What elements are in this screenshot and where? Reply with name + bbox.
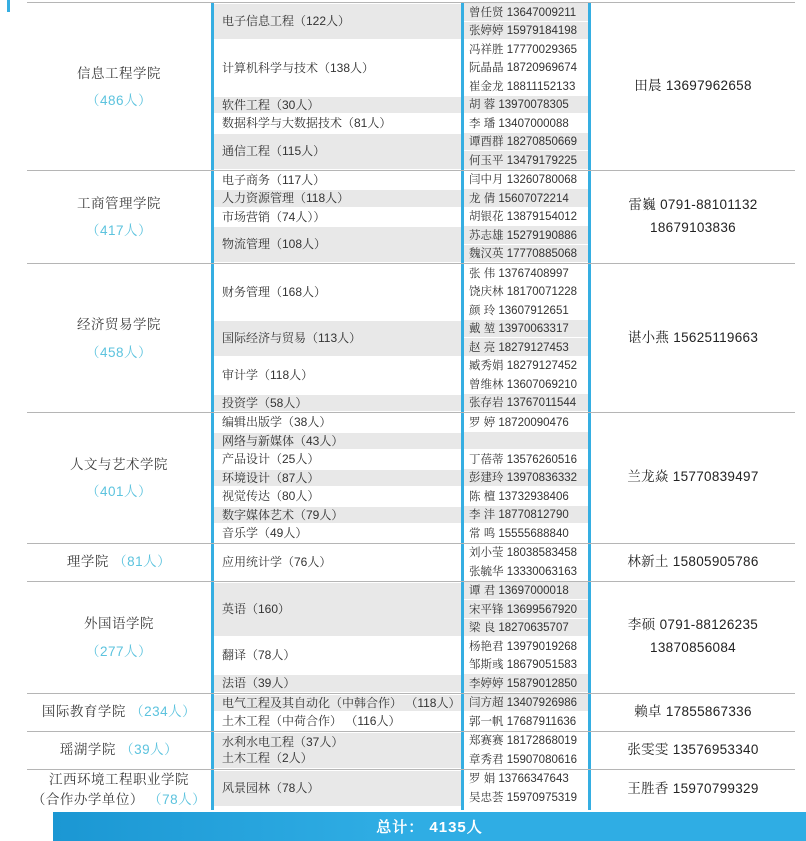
college-name: 国际教育学院 （234人）	[41, 703, 197, 719]
contact-row: 臧秀娟 18279127452	[464, 357, 588, 376]
contact-row: 冯祥胜 17770029365	[464, 40, 588, 59]
major-label: 审计学（118人）	[222, 367, 314, 382]
college-count: （78人）	[148, 791, 207, 807]
lead-contact-cell	[591, 770, 795, 811]
major-cell	[214, 770, 461, 807]
major-cell	[214, 320, 461, 357]
contact-row: 闫中月 13260780068	[464, 171, 588, 190]
contact-row: 郑赛赛 18172868019	[464, 732, 588, 751]
contact-row: 丁蓓蒂 13576260516	[464, 450, 588, 469]
major-label: 水利水电工程（37人）	[222, 734, 344, 749]
contact-row: 何玉平 13479179225	[464, 151, 588, 170]
college-count: （486人）	[85, 92, 153, 108]
majors-column	[214, 171, 461, 264]
college-name: 理学院 （81人）	[66, 553, 172, 569]
contact-row: 饶庆林 18170071228	[464, 283, 588, 302]
lead-contact-cell	[591, 264, 795, 412]
contact-row: 张婷婷 15979184198	[464, 22, 588, 41]
lead-contact-line: 王胜香 15970799329	[627, 781, 759, 797]
contact-row: 邹斯彧 18679051583	[464, 656, 588, 675]
lead-contact-cell	[591, 171, 795, 264]
major-label: 市场营销（74人））	[222, 209, 326, 224]
college-cell	[27, 171, 211, 264]
page-edge-mark	[7, 0, 10, 12]
lead-contact-line: 18679103836	[650, 219, 736, 235]
major-label: 财务管理（168人）	[222, 284, 327, 299]
college-cell	[27, 694, 211, 731]
lead-contact-line: 李硕 0791-88126235	[627, 617, 759, 633]
major-cell	[214, 171, 461, 190]
major-cell	[214, 357, 461, 394]
lead-contact-cell	[591, 3, 795, 170]
major-label: 数据科学与大数据技术（81人）	[222, 116, 392, 131]
college-count: （277人）	[85, 643, 153, 659]
major-label: 物流管理（108人）	[222, 237, 327, 252]
major-label: 应用统计学（76人）	[222, 554, 332, 569]
contact-row: 胡 蓉 13970078305	[464, 96, 588, 115]
major-label: 翻译（78人）	[222, 648, 296, 663]
contact-row: 张毓华 13330063163	[464, 562, 588, 581]
contact-row: 胡银花 13879154012	[464, 208, 588, 227]
major-cell	[214, 394, 461, 413]
college-name: 江西环境工程职业学院	[49, 771, 189, 787]
lead-contact-line: 谌小燕 15625119663	[627, 329, 759, 345]
major-label: 风景园林（78人）	[222, 780, 320, 795]
major-label: 土木工程（中荷合作） （116人）	[222, 714, 401, 729]
college-count: （234人）	[130, 703, 197, 719]
contact-row: 郭一帆 17687911636	[464, 712, 588, 731]
contact-row: 阮晶晶 18720969674	[464, 59, 588, 78]
table-section	[27, 3, 795, 171]
contact-row: 李 沣 18770812790	[464, 506, 588, 525]
total-footer-bar	[53, 812, 806, 841]
table-section	[27, 413, 795, 544]
table-section	[27, 582, 795, 694]
major-cell	[214, 114, 461, 133]
major-label: 环境设计（87人）	[222, 470, 320, 485]
major-cell	[214, 3, 461, 40]
contacts-column	[464, 582, 588, 693]
college-name: 经济贸易学院	[77, 317, 161, 333]
contact-row: 曾维林 13607069210	[464, 375, 588, 394]
contact-row: 李婷婷 15879012850	[464, 674, 588, 693]
major-label: 数字媒体艺术（79人）	[222, 507, 344, 522]
majors-column	[214, 694, 461, 731]
major-cell	[214, 732, 461, 769]
major-cell	[214, 582, 461, 638]
majors-column	[214, 3, 461, 170]
majors-column	[214, 582, 461, 693]
contact-row: 谭 君 13697000018	[464, 582, 588, 601]
college-name: 工商管理学院	[77, 196, 161, 212]
major-cell	[214, 544, 461, 581]
major-label: 网络与新媒体（43人）	[222, 433, 344, 448]
major-label: 人力资源管理（118人）	[222, 191, 350, 206]
college-cell	[27, 264, 211, 412]
college-cell	[27, 732, 211, 769]
majors-column	[214, 732, 461, 769]
major-cell	[214, 712, 461, 731]
contact-row	[464, 432, 588, 451]
contact-row: 李 璠 13407000088	[464, 114, 588, 133]
contact-row: 张 伟 13767408997	[464, 264, 588, 283]
major-label: 电子商务（117人）	[222, 172, 326, 187]
contacts-column	[464, 544, 588, 581]
table-section	[27, 264, 795, 413]
college-count: （39人）	[120, 741, 179, 757]
college-contact-table	[27, 2, 795, 810]
college-count: （458人）	[85, 344, 153, 360]
college-name: 瑶湖学院 （39人）	[59, 741, 179, 757]
college-cell	[27, 3, 211, 170]
major-cell	[214, 674, 461, 693]
lead-contact-cell	[591, 544, 795, 581]
contact-row: 陈 檀 13732938406	[464, 487, 588, 506]
contact-row: 罗 婷 18720090476	[464, 413, 588, 432]
college-cell	[27, 770, 211, 811]
major-label: 土木工程（2人）	[222, 751, 313, 765]
college-count: （81人）	[113, 553, 172, 569]
contact-row: 彭建玲 13970836332	[464, 469, 588, 488]
contact-row: 谭酉群 18270850669	[464, 133, 588, 152]
table-section	[27, 694, 795, 732]
college-cell	[27, 413, 211, 543]
contacts-column	[464, 770, 588, 811]
major-label: 计算机科学与技术（138人）	[222, 60, 375, 75]
lead-contact-cell	[591, 694, 795, 731]
contacts-column	[464, 732, 588, 769]
majors-column	[214, 770, 461, 811]
contact-row: 魏汉英 17770885068	[464, 245, 588, 264]
major-cell	[214, 450, 461, 469]
major-label: 英语（160）	[222, 602, 291, 617]
major-cell	[214, 40, 461, 96]
contact-row: 龙 倩 15607072214	[464, 189, 588, 208]
contact-row: 颜 玲 13607912651	[464, 301, 588, 320]
contacts-column	[464, 171, 588, 264]
college-cell	[27, 544, 211, 581]
major-cell	[214, 432, 461, 451]
major-label: 电气工程及其自动化（中韩合作） （118人）	[222, 695, 461, 710]
college-cell	[27, 582, 211, 693]
major-label: 音乐学（49人）	[222, 526, 308, 541]
major-cell	[214, 189, 461, 208]
contacts-column	[464, 413, 588, 543]
lead-contact-cell	[591, 413, 795, 543]
college-count: （417人）	[85, 223, 153, 239]
contact-row: 赵 亮 18279127453	[464, 338, 588, 357]
table-section	[27, 544, 795, 582]
contacts-column	[464, 3, 588, 170]
majors-column	[214, 544, 461, 581]
contact-row: 梁 良 18270635707	[464, 619, 588, 638]
contact-row: 戴 堃 13970063317	[464, 320, 588, 339]
major-cell	[214, 208, 461, 227]
major-label: 视觉传达（80人）	[222, 489, 320, 504]
contact-row: 苏志雄 15279190886	[464, 226, 588, 245]
table-section	[27, 171, 795, 265]
major-cell	[214, 524, 461, 543]
major-label: 法语（39人）	[222, 676, 296, 691]
contacts-column	[464, 264, 588, 412]
table-section	[27, 732, 795, 770]
majors-column	[214, 413, 461, 543]
major-cell	[214, 469, 461, 488]
table-section	[27, 770, 795, 811]
lead-contact-line: 13870856084	[650, 640, 736, 655]
contact-row: 罗 娟 13766347643	[464, 770, 588, 789]
major-label: 投资学（58人）	[222, 395, 308, 410]
total-label: 总计： 4135人	[376, 819, 483, 836]
major-label: 编辑出版学（38人）	[222, 415, 332, 430]
major-cell	[214, 133, 461, 170]
lead-contact-cell	[591, 582, 795, 693]
lead-contact-cell	[591, 732, 795, 769]
contact-row: 章秀君 15907080616	[464, 750, 588, 769]
contact-row: 闫方超 13407926986	[464, 694, 588, 713]
lead-contact-line: 林新土 15805905786	[627, 553, 759, 569]
lead-contact-line: 兰龙焱 15770839497	[627, 469, 759, 485]
contact-row: 常 鸣 15555688840	[464, 524, 588, 543]
contact-row: 杨艳君 13979019268	[464, 637, 588, 656]
lead-contact-line: 雷巍 0791-88101132	[628, 196, 758, 212]
major-cell	[214, 226, 461, 263]
major-label: 软件工程（30人）	[222, 97, 320, 112]
major-cell	[214, 694, 461, 713]
contact-row: 曾任贤 13647009211	[464, 3, 588, 22]
contact-row: 崔金龙 18811152133	[464, 77, 588, 96]
college-subname: （合作办学单位） （78人）	[31, 791, 207, 807]
lead-contact-line: 张雯雯 13576953340	[627, 741, 759, 757]
major-cell	[214, 637, 461, 674]
major-cell	[214, 487, 461, 506]
majors-column	[214, 264, 461, 412]
college-name: 外国语学院	[84, 616, 154, 632]
contact-row: 宋平锋 13699567920	[464, 600, 588, 619]
major-cell	[214, 96, 461, 115]
college-name: 信息工程学院	[77, 65, 161, 81]
major-label: 电子信息工程（122人）	[222, 14, 351, 29]
major-cell	[214, 413, 461, 432]
lead-contact-line: 赖卓 17855867336	[634, 703, 752, 719]
contact-row: 吴忠荟 15970975319	[464, 788, 588, 807]
contact-row: 刘小莹 18038583458	[464, 544, 588, 563]
contact-row: 张存岩 13767011544	[464, 394, 588, 413]
college-name: 人文与艺术学院	[70, 457, 168, 473]
major-label: 国际经济与贸易（113人）	[222, 330, 362, 345]
contacts-column	[464, 694, 588, 731]
major-cell	[214, 506, 461, 525]
major-cell	[214, 264, 461, 320]
college-count: （401人）	[85, 484, 153, 500]
major-label: 通信工程（115人）	[222, 143, 326, 158]
major-label: 产品设计（25人）	[222, 452, 320, 467]
lead-contact-line: 田晨 13697962658	[634, 77, 752, 93]
